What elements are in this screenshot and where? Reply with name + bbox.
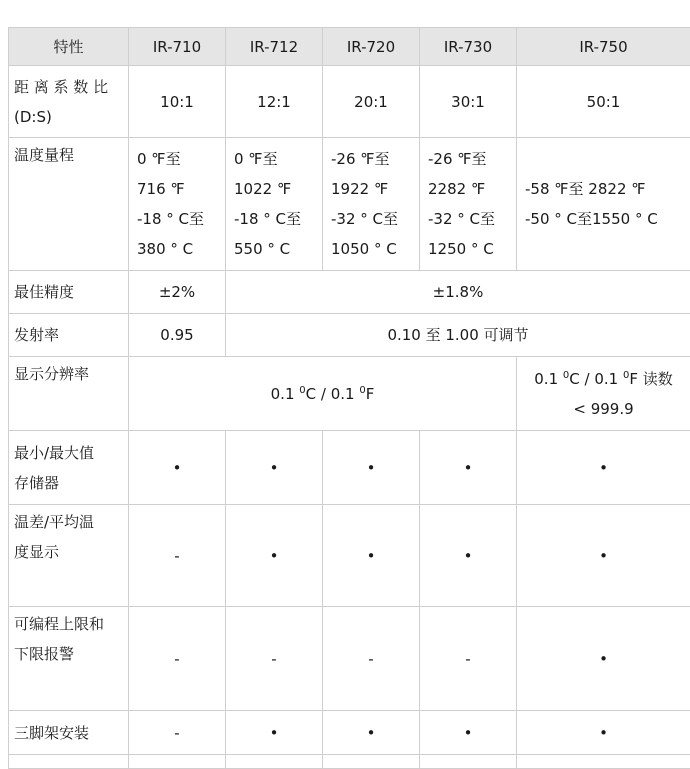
cell-value: ±1.8%: [226, 271, 690, 314]
row-label: [9, 431, 129, 505]
cell-value: •: [323, 505, 420, 607]
cell-value: -: [226, 607, 323, 711]
superscript: 0: [623, 370, 629, 381]
value-part: 0.1: [271, 385, 300, 403]
value-line: -18 ° C至: [137, 204, 225, 234]
value-line: -26 ℉至: [331, 144, 419, 174]
cell-value: [226, 138, 323, 271]
value-line: 1250 ° C: [428, 234, 516, 264]
cell-value: 0.10 至 1.00 可调节: [226, 314, 690, 357]
value-part: 0.1: [534, 370, 563, 388]
cell-value: 10:1: [129, 66, 226, 138]
label-line: 度显示: [14, 537, 128, 567]
cell-value: •: [226, 431, 323, 505]
value-line: -18 ° C至: [234, 204, 322, 234]
row-temp-range: [9, 138, 690, 271]
value-line: 716 ℉: [137, 174, 225, 204]
row-label: [9, 505, 129, 607]
cell-value: •: [323, 431, 420, 505]
row-accuracy: [9, 271, 690, 314]
cell-value: -: [129, 607, 226, 711]
row-resolution: [9, 357, 690, 431]
header-ir720: IR-720: [323, 28, 420, 66]
label-line: 温差/平均温: [14, 507, 128, 537]
value-line: 380 ° C: [137, 234, 225, 264]
value-line: 2282 ℉: [428, 174, 516, 204]
row-partial: [9, 755, 690, 769]
value-line: < 999.9: [517, 394, 690, 424]
header-ir730: IR-730: [420, 28, 517, 66]
label-line: 可编程上限和: [14, 609, 128, 639]
value-line: -58 ℉至 2822 ℉: [525, 174, 690, 204]
cell-value: •: [517, 607, 690, 711]
row-label: 最佳精度: [9, 271, 129, 314]
cell-value: 12:1: [226, 66, 323, 138]
cell-value: •: [420, 711, 517, 755]
label-line: (D:S): [14, 102, 128, 132]
row-label: 显示分辨率: [9, 357, 129, 431]
label-line: 距 离 系 数 比: [14, 72, 128, 102]
cell-value: •: [420, 431, 517, 505]
cell-value: •: [323, 711, 420, 755]
header-row: [9, 28, 690, 66]
superscript: 0: [299, 385, 305, 396]
cell-value: [517, 357, 690, 431]
label-line: 存储器: [14, 468, 128, 498]
row-alarm: [9, 607, 690, 711]
cell-value: 30:1: [420, 66, 517, 138]
cell-value: •: [420, 505, 517, 607]
cell-value: [517, 138, 690, 271]
superscript: 0: [563, 370, 569, 381]
cell-value: ±2%: [129, 271, 226, 314]
header-ir750: IR-750: [517, 28, 690, 66]
cell-value: 50:1: [517, 66, 690, 138]
cell-value: -: [129, 711, 226, 755]
cell-value: •: [517, 711, 690, 755]
header-ir710: IR-710: [129, 28, 226, 66]
value-part: F 读数: [629, 370, 672, 388]
row-minmax-memory: [9, 431, 690, 505]
value-line: 0 ℉至: [137, 144, 225, 174]
header-feature: 特性: [9, 28, 129, 66]
spec-table: [8, 27, 690, 769]
row-label: 三脚架安装: [9, 711, 129, 755]
label-line: 下限报警: [14, 639, 128, 669]
value-line: -32 ° C至: [331, 204, 419, 234]
value-line: 1050 ° C: [331, 234, 419, 264]
cell-value: [323, 138, 420, 271]
cell-value: -: [420, 607, 517, 711]
value-part: F: [366, 385, 375, 403]
cell-value: •: [226, 505, 323, 607]
cell-value: •: [226, 711, 323, 755]
row-label: [9, 66, 129, 138]
value-line: 550 ° C: [234, 234, 322, 264]
value-line: -26 ℉至: [428, 144, 516, 174]
row-label: [9, 607, 129, 711]
value-line: -50 ° C至1550 ° C: [525, 204, 690, 234]
cell-value: [420, 138, 517, 271]
value-part: C / 0.1: [306, 385, 360, 403]
value-part: C / 0.1: [569, 370, 623, 388]
header-ir712: IR-712: [226, 28, 323, 66]
cell-value: 0.95: [129, 314, 226, 357]
cell-value: [129, 138, 226, 271]
cell-value: •: [129, 431, 226, 505]
value-line: -32 ° C至: [428, 204, 516, 234]
value-line: 1022 ℉: [234, 174, 322, 204]
row-emissivity: [9, 314, 690, 357]
row-label: 发射率: [9, 314, 129, 357]
value-line: 1922 ℉: [331, 174, 419, 204]
row-label: 温度量程: [9, 138, 129, 271]
cell-value: [129, 357, 517, 431]
cell-value: •: [517, 505, 690, 607]
cell-value: -: [323, 607, 420, 711]
cell-value: 20:1: [323, 66, 420, 138]
row-diff-avg: [9, 505, 690, 607]
label-line: 最小/最大值: [14, 438, 128, 468]
row-tripod: [9, 711, 690, 755]
cell-value: •: [517, 431, 690, 505]
superscript: 0: [359, 385, 365, 396]
row-distance-ratio: [9, 66, 690, 138]
cell-value: -: [129, 505, 226, 607]
value-line: 0 ℉至: [234, 144, 322, 174]
